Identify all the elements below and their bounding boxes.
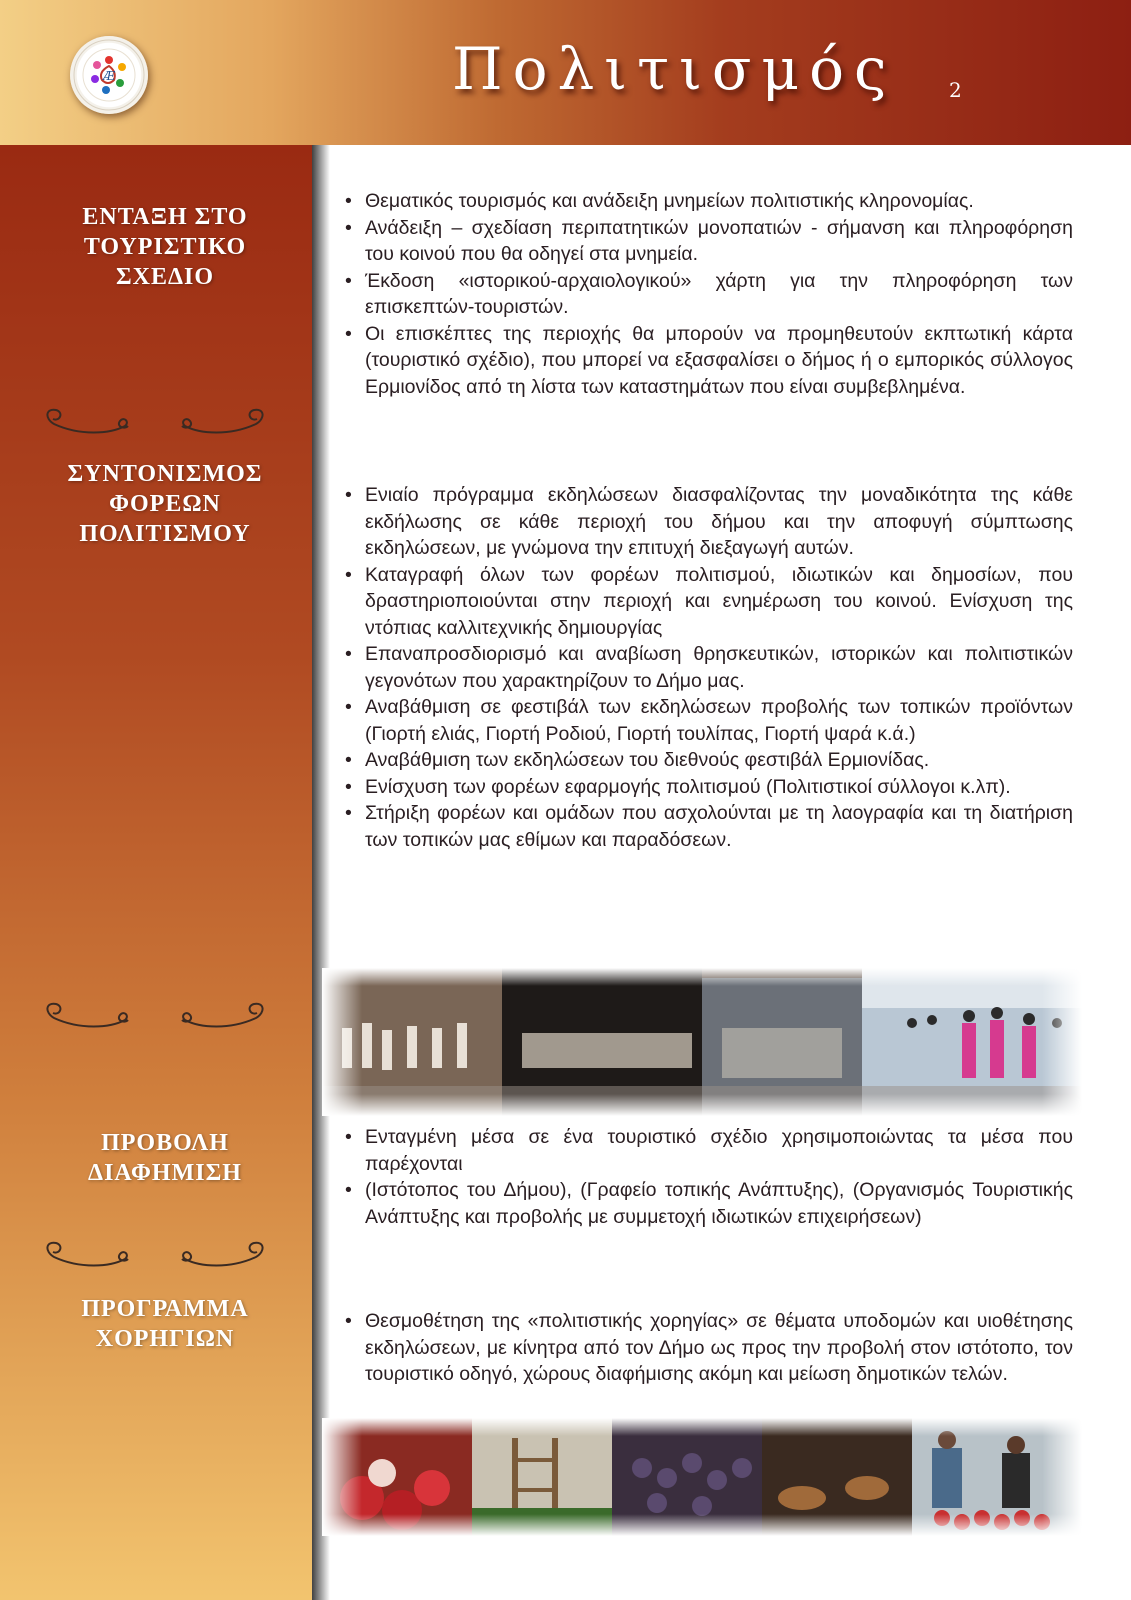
section-body-culture-coordination	[345, 482, 1073, 853]
circular-logo-people-icon	[70, 36, 148, 114]
photo-fade	[322, 1514, 1082, 1536]
list-item: • Θεσμοθέτηση της «πολιτιστικής χορηγίας» σε θέματα υποδομών και υιοθέτησης εκδηλώσεων, με κίνητρα από τον Δήμο ως προς την προβολή στον ιστότοπο, τον τουριστικό οδηγό, χώρους διαφήμισης ακόμη και μείωση δημοτικών τελών.	[345, 1308, 1073, 1388]
sidebar	[0, 145, 312, 1600]
sidebar-shadow	[312, 145, 330, 1600]
list-item: • Ενιαίο πρόγραμμα εκδηλώσεων διασφαλίζοντας την μοναδικότητα της κάθε εκδήλωσης σε κάθε περιοχή του δήμου και την αποφυγή σύμπτωσης εκδηλώσεων, με γνώμονα την επιτυχή διεξαγωγή αυτών.	[345, 482, 1073, 562]
heading-line: ΠΡΟΒΟΛΗ	[101, 1130, 229, 1156]
bullet-list	[345, 1308, 1073, 1388]
section-body-tourist-plan	[345, 188, 1073, 400]
heading-line: ΧΟΡΗΓΙΩΝ	[95, 1326, 235, 1352]
heading-line: ΠΟΛΙΤΙΣΜΟΥ	[79, 521, 251, 547]
section-body-promotion	[345, 1124, 1073, 1230]
page-header	[0, 0, 1131, 145]
heading-line: ΤΟΥΡΙΣΤΙΚΟ	[83, 234, 247, 260]
heading-line: ΣΥΝΤΟΝΙΣΜΟΣ	[67, 461, 263, 487]
photo-fade	[322, 1094, 1082, 1116]
list-item: • (Ιστότοπος του Δήμου), (Γραφείο τοπικής Ανάπτυξης), (Οργανισμός Τουριστικής Ανάπτυξης και προβολής με συμμετοχή ιδιωτικών επιχειρήσεων)	[345, 1177, 1073, 1230]
list-item: • Επαναπροσδιορισμό και αναβίωση θρησκευτικών, ιστορικών και πολιτιστικών γεγονότων που χαρακτηρίζουν το Δήμο μας.	[345, 641, 1073, 694]
heading-line: ΠΡΟΓΡΑΜΜΑ	[81, 1296, 249, 1322]
list-item: • Ανάδειξη – σχεδίαση περιπατητικών μονοπατιών - σήμανση και πληροφόρηση του κοινού που θα οδηγεί στα μνημεία.	[345, 215, 1073, 268]
section-heading-tourist-plan	[0, 202, 330, 292]
heading-line: ΦΟΡΕΩΝ	[109, 491, 221, 517]
list-item: • Ενταγμένη μέσα σε ένα τουριστικό σχέδιο χρησιμοποιώντας τα μέσα που παρέχονται	[345, 1124, 1073, 1177]
list-item: • Θεματικός τουρισμός και ανάδειξη μνημείων πολιτιστικής κληρονομίας.	[345, 188, 1073, 215]
section-body-sponsorship	[345, 1308, 1073, 1388]
section-heading-sponsorship	[0, 1294, 330, 1354]
logo-graphic	[70, 36, 148, 114]
bullet-list	[345, 188, 1073, 400]
list-item: • Αναβάθμιση σε φεστιβάλ των εκδηλώσεων προβολής των τοπικών προϊόντων (Γιορτή ελιάς, Γιορτή Ροδιού, Γιορτή τουλίπας, Γιορτή ψαρά κ.ά.)	[345, 694, 1073, 747]
ornament-flourish-icon	[40, 1000, 270, 1040]
photo-fade	[322, 968, 1082, 986]
list-item: • Αναβάθμιση των εκδηλώσεων του διεθνούς φεστιβάλ Ερμιονίδας.	[345, 747, 1073, 774]
heading-line: ΕΝΤΑΞΗ ΣΤΟ	[82, 204, 248, 230]
local-products-photo-collage	[322, 1418, 1082, 1536]
bullet-list	[345, 1124, 1073, 1230]
list-item: • Καταγραφή όλων των φορέων πολιτισμού, ιδιωτικών και δημοσίων, που δραστηριοποιούνται στην περιοχή και ενημέρωση του κοινού. Ενίσχυση της ντόπιας καλλιτεχνικής δημιουργίας	[345, 562, 1073, 642]
section-heading-promotion	[0, 1128, 330, 1188]
svg-text:Æ: Æ	[102, 69, 116, 83]
list-item: • Έκδοση «ιστορικού-αρχαιολογικού» χάρτη για την πληροφόρηση των επισκεπτών-τουριστών.	[345, 268, 1073, 321]
heading-line: ΣΧΕΔΙΟ	[115, 264, 215, 290]
list-item: • Οι επισκέπτες της περιοχής θα μπορούν να προμηθευτούν εκπτωτική κάρτα (τουριστικό σχέδιο), που μπορεί να εξασφαλίσει ο δήμος ή ο εμπορικός σύλλογος Ερμιονίδος από τη λίστα των καταστημάτων που είναι συμβεβλημένα.	[345, 321, 1073, 401]
section-heading-culture-coordination	[0, 459, 330, 549]
page-number: 2	[949, 78, 962, 102]
bullet-list	[345, 482, 1073, 853]
heading-line: ΔΙΑΦΗΜΙΣΗ	[88, 1160, 242, 1186]
page-title: Πολιτισμός	[452, 35, 897, 103]
list-item: • Ενίσχυση των φορέων εφαρμογής πολιτισμού (Πολιτιστικοί σύλλογοι κ.λπ).	[345, 774, 1073, 801]
festival-photo-collage	[322, 968, 1082, 1116]
ornament-flourish-icon	[40, 406, 270, 446]
photo-fade	[322, 1418, 1082, 1436]
list-item: • Στήριξη φορέων και ομάδων που ασχολούνται με τη λαογραφία και τη διατήριση των τοπικών μας εθίμων και παραδόσεων.	[345, 800, 1073, 853]
ornament-flourish-icon	[40, 1239, 270, 1279]
